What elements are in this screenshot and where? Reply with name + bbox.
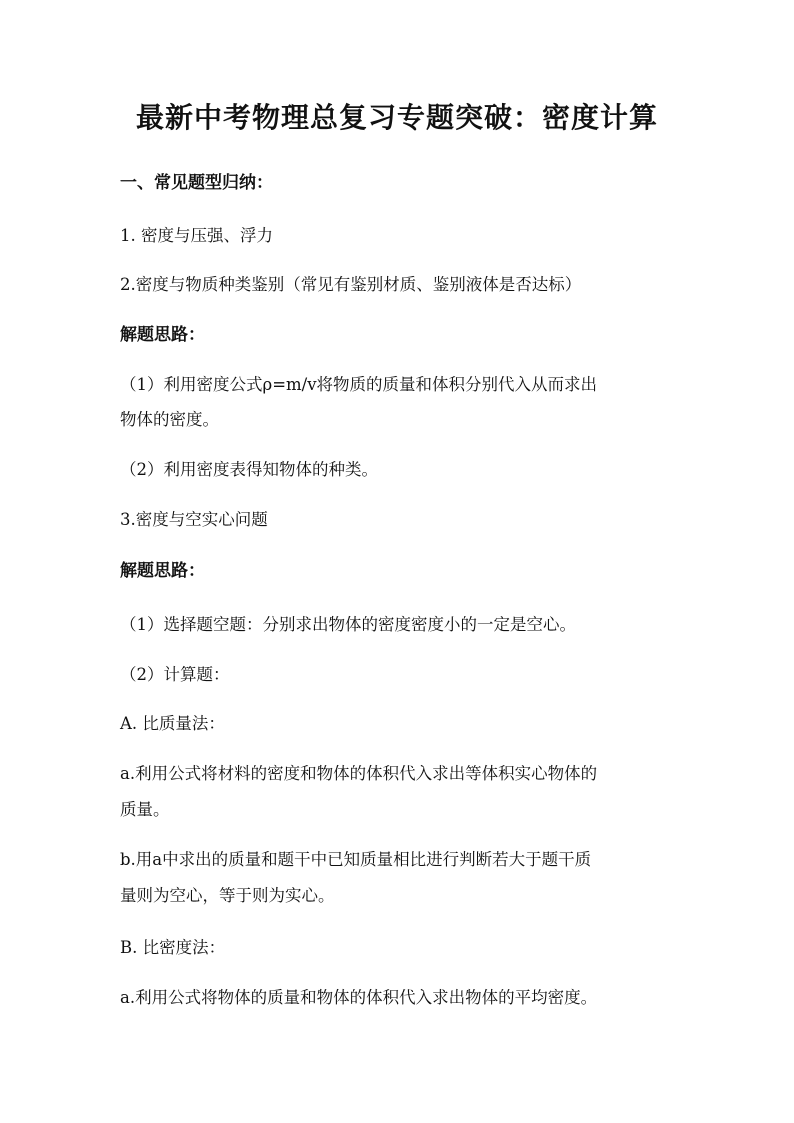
item-2-step-1-line-2: 物体的密度。 xyxy=(120,410,219,429)
item-2-step-1-line-1: （1）利用密度公式ρ=m/v将物质的质量和体积分别代入从而求出 xyxy=(120,375,598,394)
approach-heading-1: 解题思路： xyxy=(120,325,205,345)
method-b-step-a: a.利用公式将物体的质量和物体的体积代入求出物体的平均密度。 xyxy=(120,988,598,1007)
method-a-heading: A. 比质量法： xyxy=(120,714,225,733)
item-3-step-2: （2）计算题： xyxy=(120,665,230,684)
method-a-step-b-line-2: 量则为空心，等于则为实心。 xyxy=(120,886,335,905)
method-a-step-a-line-2: 质量。 xyxy=(120,800,170,819)
approach-heading-2: 解题思路： xyxy=(120,561,205,581)
document-title: 最新中考物理总复习专题突破：密度计算 xyxy=(135,101,658,134)
method-b-heading: B. 比密度法： xyxy=(120,938,226,957)
section-heading-common-types: 一、常见题型归纳： xyxy=(120,173,273,193)
method-a-step-b-line-1: b.用a中求出的质量和题干中已知质量相比进行判断若大于题干质 xyxy=(120,850,592,869)
item-1-density-pressure-buoyancy: 1. 密度与压强、浮力 xyxy=(120,226,273,245)
item-3-step-1: （1）选择题空题：分别求出物体的密度密度小的一定是空心。 xyxy=(120,615,576,634)
method-a-step-a-line-1: a.利用公式将材料的密度和物体的体积代入求出等体积实心物体的 xyxy=(120,764,598,783)
item-2-step-2: （2）利用密度表得知物体的种类。 xyxy=(120,460,378,479)
item-3-hollow-solid: 3.密度与空实心问题 xyxy=(120,510,268,529)
item-2-density-material-identification: 2.密度与物质种类鉴别（常见有鉴别材质、鉴别液体是否达标） xyxy=(120,275,582,294)
